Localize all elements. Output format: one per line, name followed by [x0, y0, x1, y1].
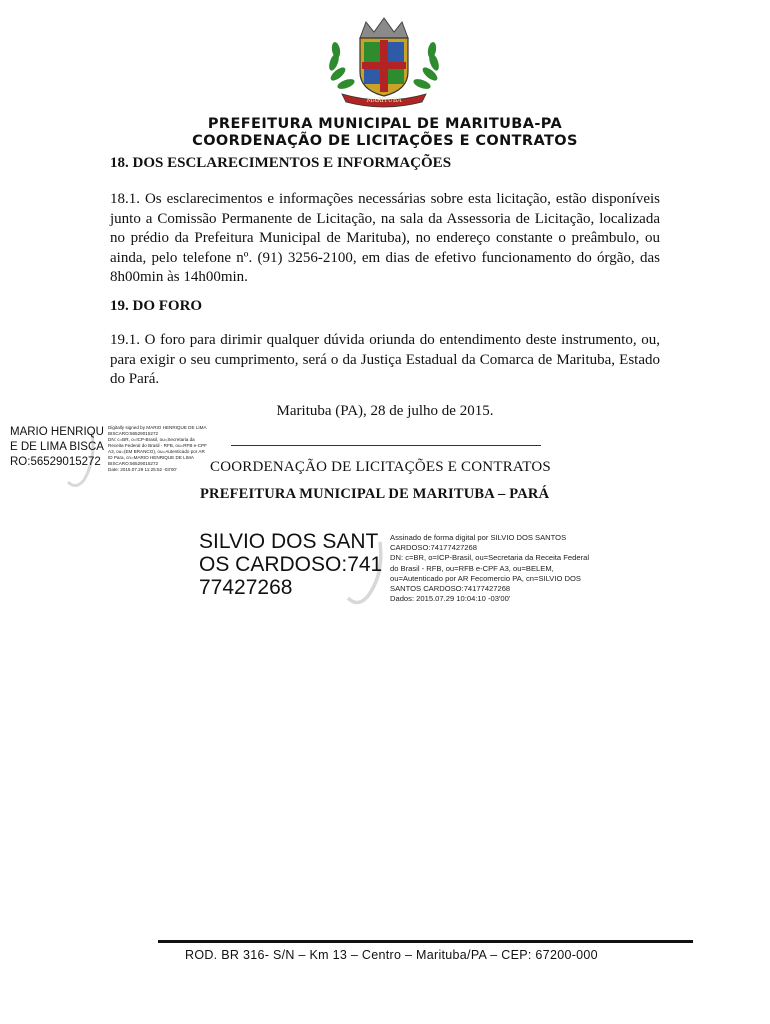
- section-18-paragraph: 18.1. Os esclarecimentos e informações necessárias sobre esta licitação, estão disponíveis junto a Comissão Permanente de Licitação, na sala da Assessoria de Licitação, localizada no prédio da Prefeitura Municipal de Marituba), no endereço constante o preâmbulo, ou ainda, pelo telefone nº. (91) 3256-2100, em dias de efetivo funcionamento do órgão, das 8h00min às 14h00min.: [110, 191, 660, 285]
- section-19-paragraph: 19.1. O foro para dirimir qualquer dúvida oriunda do entendimento deste instrumento, ou, para exigir o seu cumprimento, será o da Justiça Estadual da Comarca de Marituba, Estado do Pará.: [110, 332, 660, 387]
- signature-institution: PREFEITURA MUNICIPAL DE MARITUBA – PARÁ: [200, 486, 550, 502]
- section-18-title: 18. DOS ESCLARECIMENTOS E INFORMAÇÕES: [110, 155, 452, 171]
- digital-signature-1-details: Digitally signed by MARIO HENRIQUE DE LIMA BISCARO:56529015272 DN: c=BR, o=ICP-Brasil, ou=Secretaria da Receita Federal do Brasil - RFB, ou=RFB e-CPF A3, ou=(EM BRANCO), ou=Autenticado por AR ID Para, cn=MARIO HENRIQUE DE LIMA BISCARO:56529015272 Date: 2015.07.29 11:25:52 -03'00': [108, 425, 207, 472]
- digital-signature-2-name: SILVIO DOS SANTOS CARDOSO:74177427268: [199, 530, 383, 599]
- header-coordenacao: COORDENAÇÃO DE LICITAÇÕES E CONTRATOS: [192, 133, 578, 149]
- place-and-date: Marituba (PA), 28 de julho de 2015.: [276, 403, 494, 419]
- header-prefeitura: PREFEITURA MUNICIPAL DE MARITUBA-PA: [207, 116, 563, 132]
- signature-department: COORDENAÇÃO DE LICITAÇÕES E CONTRATOS: [210, 459, 551, 475]
- section-19-title: 19. DO FORO: [110, 298, 203, 314]
- crest-banner-text: MARITUBA: [366, 97, 402, 104]
- digital-signature-1-name: MARIO HENRIQUE DE LIMA BISCARO:56529015272: [10, 426, 104, 468]
- footer-address: ROD. BR 316- S/N – Km 13 – Centro – Marituba/PA – CEP: 67200-000: [185, 948, 598, 962]
- digital-signature-2-details: Assinado de forma digital por SILVIO DOS SANTOS CARDOSO:74177427268 DN: c=BR, o=ICP-Brasil, ou=Secretaria da Receita Federal do Brasil - RFB, ou=RFB e-CPF A3, ou=BELEM, ou=Autenticado por AR Fecomercio PA, cn=SILVIO DOS SANTOS CARDOSO:74177427268 Dados: 2015.07.29 10:04:10 -03'00': [390, 533, 590, 604]
- signature-line: [231, 445, 541, 446]
- footer-divider: [158, 940, 693, 943]
- municipal-coat-of-arms-logo: [322, 16, 446, 108]
